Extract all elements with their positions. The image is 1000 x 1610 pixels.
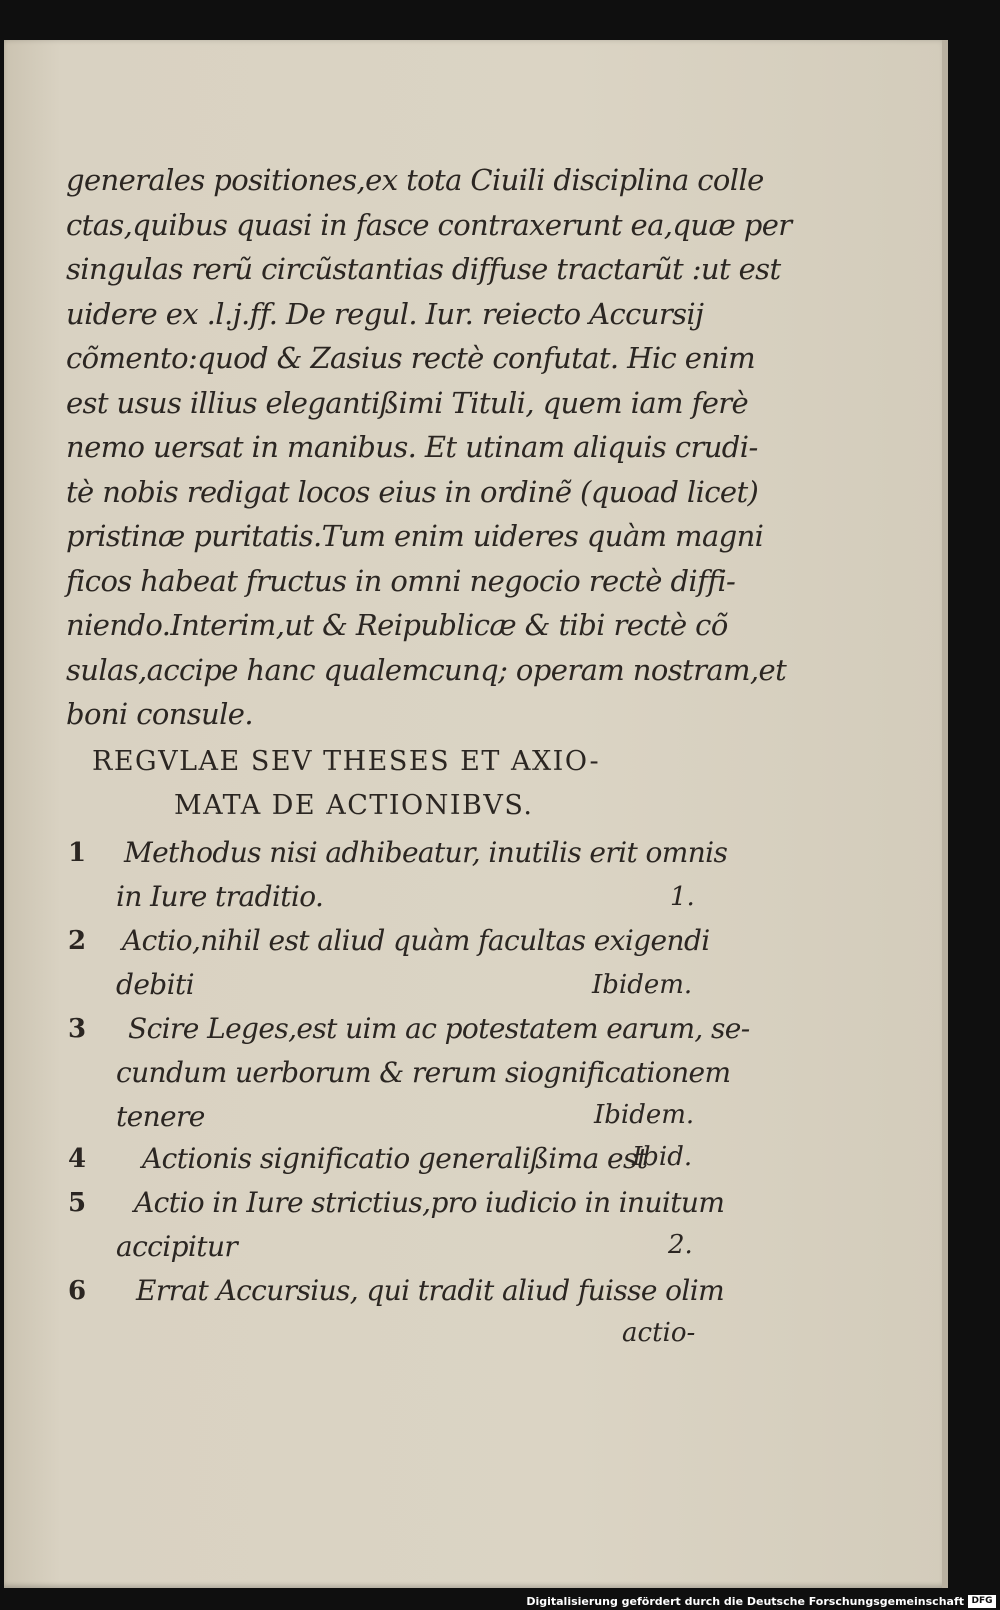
- paragraph-line: niendo.Interim,ut & Reipublicæ & tibi rectè cõ: [66, 608, 728, 642]
- paragraph-line: nemo uersat in manibus. Et utinam aliquis crudi-: [66, 430, 758, 464]
- catchword: actio-: [622, 1318, 696, 1348]
- rule-text: in Iure traditio.: [116, 880, 324, 913]
- section-heading-line-2: MATA DE ACTIONIBVS.: [174, 790, 534, 821]
- paragraph-line: ctas,quibus quasi in fasce contraxerunt ea,quæ per: [66, 207, 792, 242]
- paragraph-line: uidere ex .l.j.ff. De regul. Iur. reiecto Accursij: [66, 296, 704, 331]
- rule-reference: Ibidem.: [592, 970, 693, 1000]
- rule-number: 2: [68, 926, 87, 956]
- paragraph-line: est usus illius elegantißimi Tituli, quem iam ferè: [66, 385, 749, 420]
- rule-text: Actionis significatio generalißima est: [142, 1142, 648, 1175]
- section-heading-line-1: REGVLAE SEV THESES ET AXIO-: [92, 746, 601, 777]
- rule-number: 1: [68, 838, 87, 868]
- rule-reference: Ibidem.: [594, 1100, 695, 1130]
- rule-number: 5: [68, 1188, 87, 1218]
- rule-text: Actio,nihil est aliud quàm facultas exigendi: [122, 924, 710, 957]
- digitization-credit: Digitalisierung gefördert durch die Deutsche Forschungsgemeinschaft: [526, 1595, 964, 1608]
- rule-text: Scire Leges,est uim ac potestatem earum, se-: [128, 1012, 750, 1045]
- rule-text: accipitur: [116, 1230, 238, 1263]
- rule-reference: Ibid.: [632, 1142, 693, 1172]
- page-text: [66, 158, 792, 1348]
- dfg-logo: DFG: [968, 1595, 996, 1608]
- rule-text: Errat Accursius, qui tradit aliud fuisse olim: [136, 1274, 725, 1307]
- paragraph-line: sulas,accipe hanc qualemcunq; operam nostram,et: [66, 652, 787, 687]
- paragraph-line: ficos habeat fructus in omni negocio rectè diffi-: [66, 563, 736, 598]
- rule-text: Methodus nisi adhibeatur, inutilis erit omnis: [124, 836, 728, 869]
- paragraph-line: generales positiones,ex tota Ciuili disciplina colle: [66, 163, 764, 197]
- rule-reference: 1.: [670, 882, 695, 912]
- rule-text: Actio in Iure strictius,pro iudicio in inuitum: [134, 1186, 725, 1219]
- rule-number: 3: [68, 1014, 87, 1044]
- rule-text: tenere: [116, 1100, 205, 1133]
- paragraph-line: singulas rerũ circũstantias diffuse tractarũt :ut est: [66, 252, 781, 286]
- rule-number: 4: [68, 1144, 87, 1174]
- rule-number: 6: [68, 1276, 87, 1306]
- rule-reference: 2.: [668, 1230, 693, 1260]
- paragraph-line: boni consule.: [66, 697, 253, 731]
- rule-text: cundum uerborum & rerum siognificationem: [116, 1056, 731, 1089]
- intro-paragraph: [66, 158, 792, 737]
- paragraph-line: tè nobis redigat locos eius in ordinẽ (quoad licet): [66, 474, 759, 509]
- paragraph-line: cõmento:quod & Zasius rectè confutat. Hic enim: [66, 341, 755, 375]
- paragraph-line: pristinæ puritatis.Tum enim uideres quàm magni: [66, 519, 764, 553]
- rule-text: debiti: [116, 968, 194, 1001]
- page-edge: [942, 40, 948, 1588]
